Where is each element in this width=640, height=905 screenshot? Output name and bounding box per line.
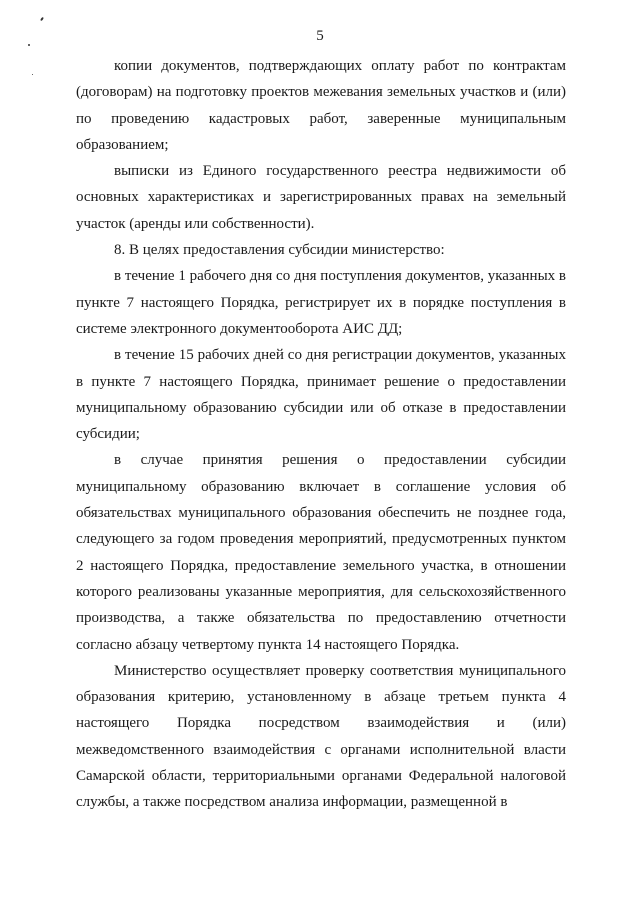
scan-speck	[40, 17, 44, 21]
paragraph-agreement-conditions: в случае принятия решения о предоставлении субсидии муниципальному образованию включает в соглашение условия об обязательствах муниципального образования обеспечить не позднее года, следующего за годом проведения мероприятий, предусмотренных пунктом 2 настоящего Порядка, предоставление земельного участка, в отношении которого реализованы указанные мероприятия, для сельскохозяйственного производства, а также обязательства по предоставлению отчетности согласно абзацу четвертому пункта 14 настоящего Порядка.	[76, 452, 566, 653]
paragraph-copies-of-documents: копии документов, подтверждающих оплату работ по контрактам (договорам) на подготовку проектов межевания земельных участков и (или) по проведению кадастровых работ, заверенные муниципальным образованием;	[76, 58, 566, 153]
scan-speck	[32, 74, 33, 75]
page-number: 5	[316, 28, 324, 44]
paragraph-decision: в течение 15 рабочих дней со дня регистрации документов, указанных в пункте 7 настоящего Порядка, принимает решение о предоставлении муниципальному образованию субсидии или об отказе в предоставлении субсидии;	[76, 347, 566, 443]
paragraph-registry-extracts: выписки из Единого государственного реестра недвижимости об основных характеристиках и зарегистрированных правах на земельный участок (аренды или собственности).	[76, 163, 566, 232]
paragraph-item-8: 8. В целях предоставления субсидии министерство:	[114, 242, 445, 259]
scan-speck	[28, 44, 30, 46]
paragraph-registration: в течение 1 рабочего дня со дня поступления документов, указанных в пункте 7 настоящего Порядка, регистрирует их в порядке поступления в системе электронного документооборота АИС ДД;	[76, 268, 566, 337]
document-body	[76, 53, 566, 816]
paragraph-ministry-verification: Министерство осуществляет проверку соответствия муниципального образования критерию, установленному в абзаце третьем пункта 4 настоящего Порядка посредством взаимодействия и (или) межведомственного взаимодействия с органами исполнительной власти Самарской области, территориальными органами Федеральной налоговой службы, а также посредством анализа информации, размещенной в	[76, 662, 566, 811]
